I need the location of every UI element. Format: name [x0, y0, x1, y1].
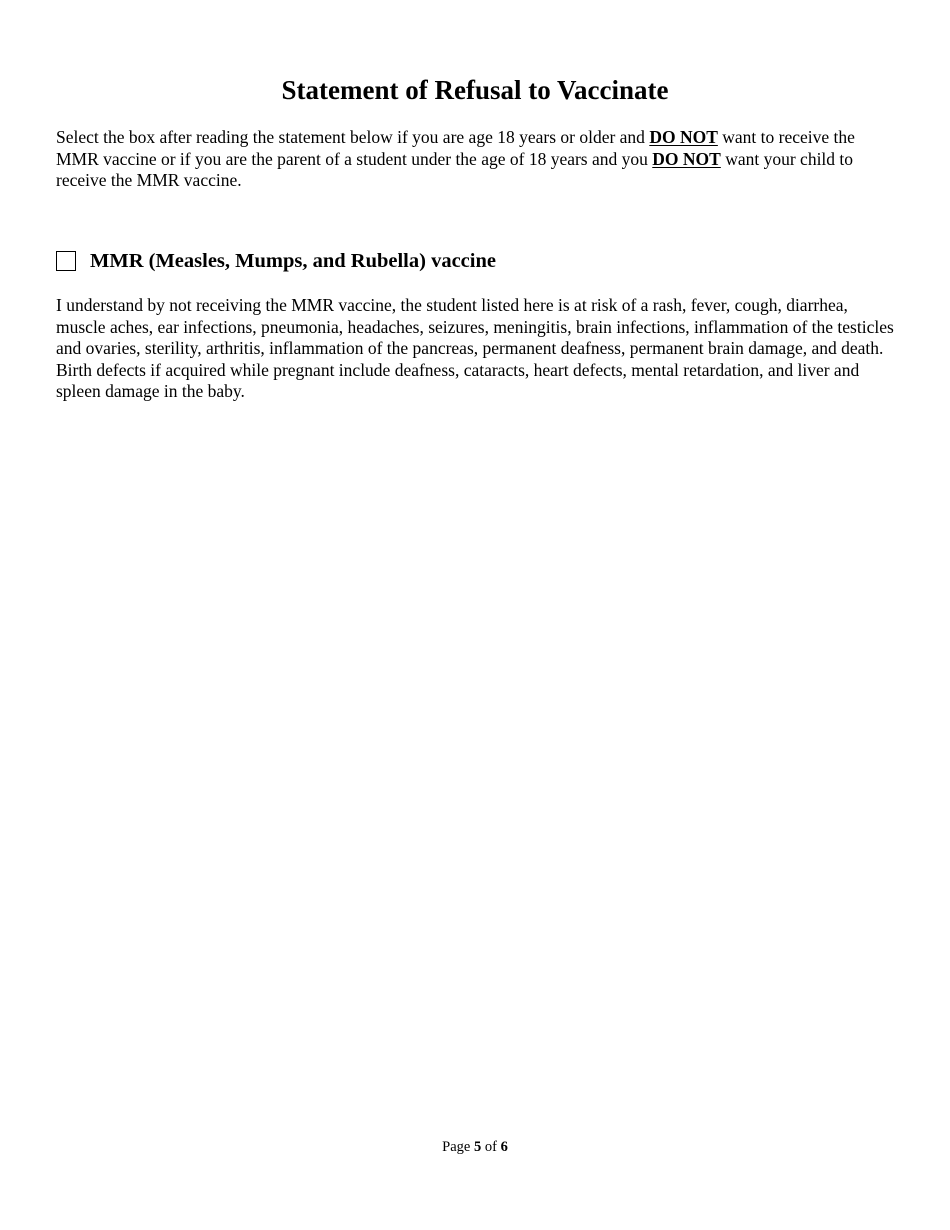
current-page-number: 5 [473, 1139, 482, 1155]
risk-statement: I understand by not receiving the MMR vaccine, the student listed here is at risk of a rash, fever, cough, diarrhea, muscle aches, ear infections, pneumonia, headaches, seizures, meningitis, brain infections, inflammation of the testicles and ovaries, sterility, arthritis, inflammation of the pancreas, permanent deafness, permanent brain damage, and death. Birth defects if acquired while pregnant include deafness, cataracts, heart defects, mental retardation, and liver and spleen damage in the baby. [56, 295, 894, 401]
mmr-refusal-checkbox[interactable] [56, 251, 76, 271]
total-page-number: 6 [500, 1139, 508, 1155]
intro-paragraph [56, 127, 896, 192]
intro-text-part3: want your child to receive the MMR vaccine. [56, 148, 854, 190]
do-not-emphasis: DO NOT [652, 148, 721, 169]
mmr-refusal-option [56, 248, 496, 274]
intro-text-part1: Select the box after reading the statement below if you are age 18 years or older and [56, 127, 650, 147]
page-number-footer [0, 1137, 950, 1157]
mmr-option-label: MMR (Measles, Mumps, and Rubella) vaccine [90, 250, 496, 272]
do-not-emphasis: DO NOT [649, 127, 718, 147]
page-title: Statement of Refusal to Vaccinate [281, 75, 669, 105]
page-of-text: of [481, 1139, 501, 1155]
intro-text-part2: want to receive the MMR vaccine or if you are the parent of a student under the age of 18 years and you [56, 127, 855, 169]
page-prefix: Page [442, 1139, 474, 1155]
